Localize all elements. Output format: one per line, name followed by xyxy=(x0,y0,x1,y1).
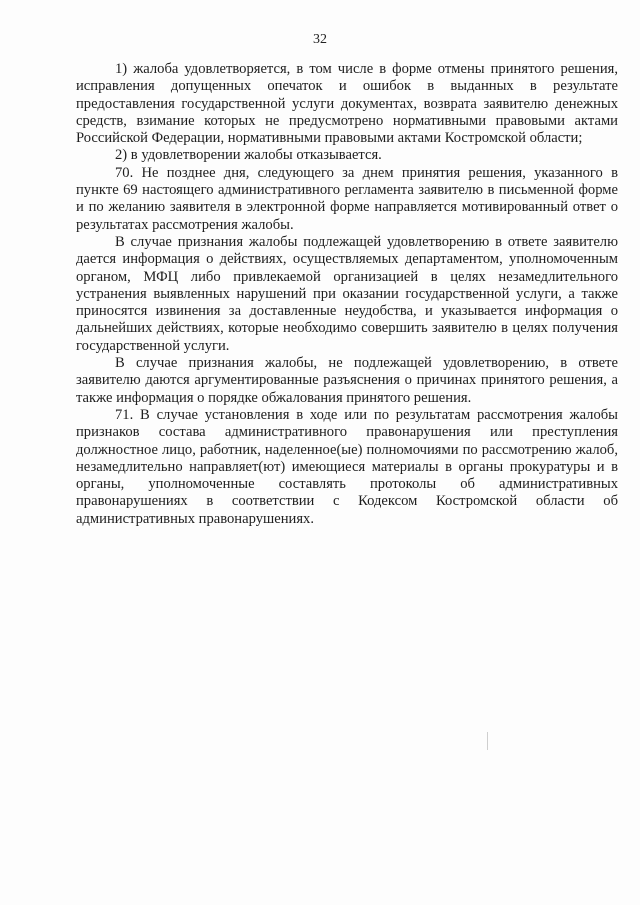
paragraph-complaint-rejected: В случае признания жалобы, не подлежащей удовлетворению, в ответе заявителю даются аргументированные разъяснения о причинах принятого решения, а также информация о порядке обжалования принятого решения. xyxy=(76,355,618,406)
paragraph-clause-71: 71. В случае установления в ходе или по результатам рассмотрения жалобы признаков состава административного правонарушения или преступления должностное лицо, работник, наделенное(ые) полномочиями по рассмотрению жалоб, незамедлительно направляет(ют) имеющиеся материалы в органы прокуратуры и в органы, уполномоченные составлять протоколы об административных правонарушениях в соответствии с Кодексом Костромской области об административных правонарушениях. xyxy=(76,406,618,527)
paragraph-clause-70: 70. Не позднее дня, следующего за днем принятия решения, указанного в пункте 69 настоящего административного регламента заявителю в письменной форме и по желанию заявителя в электронной форме направляется мотивированный ответ о результатах рассмотрения жалобы. xyxy=(76,164,618,233)
page-number: 32 xyxy=(313,32,327,47)
document-body xyxy=(76,61,618,528)
paragraph-complaint-satisfied: В случае признания жалобы подлежащей удовлетворению в ответе заявителю дается информация о действиях, осуществляемых департаментом, уполномоченным органом, МФЦ либо привлекаемой организацией в целях незамедлительного устранения выявленных нарушений при оказании государственной услуги, а также приносятся извинения за доставленные неудобства, и указывается информация о дальнейших действиях, которые необходимо совершить заявителю в целях получения государственной услуги. xyxy=(76,233,618,354)
paragraph-item-1-granted: 1) жалоба удовлетворяется, в том числе в форме отмены принятого решения, исправления допущенных опечаток и ошибок в выданных в результате предоставления государственной услуги документах, возврата заявителю денежных средств, взимание которых не предусмотрено нормативными правовыми актами Российской Федерации, нормативными правовыми актами Костромской области; xyxy=(76,61,618,147)
scan-artifact-mark xyxy=(487,732,488,750)
paragraph-item-2-refused: 2) в удовлетворении жалобы отказывается. xyxy=(115,147,382,164)
